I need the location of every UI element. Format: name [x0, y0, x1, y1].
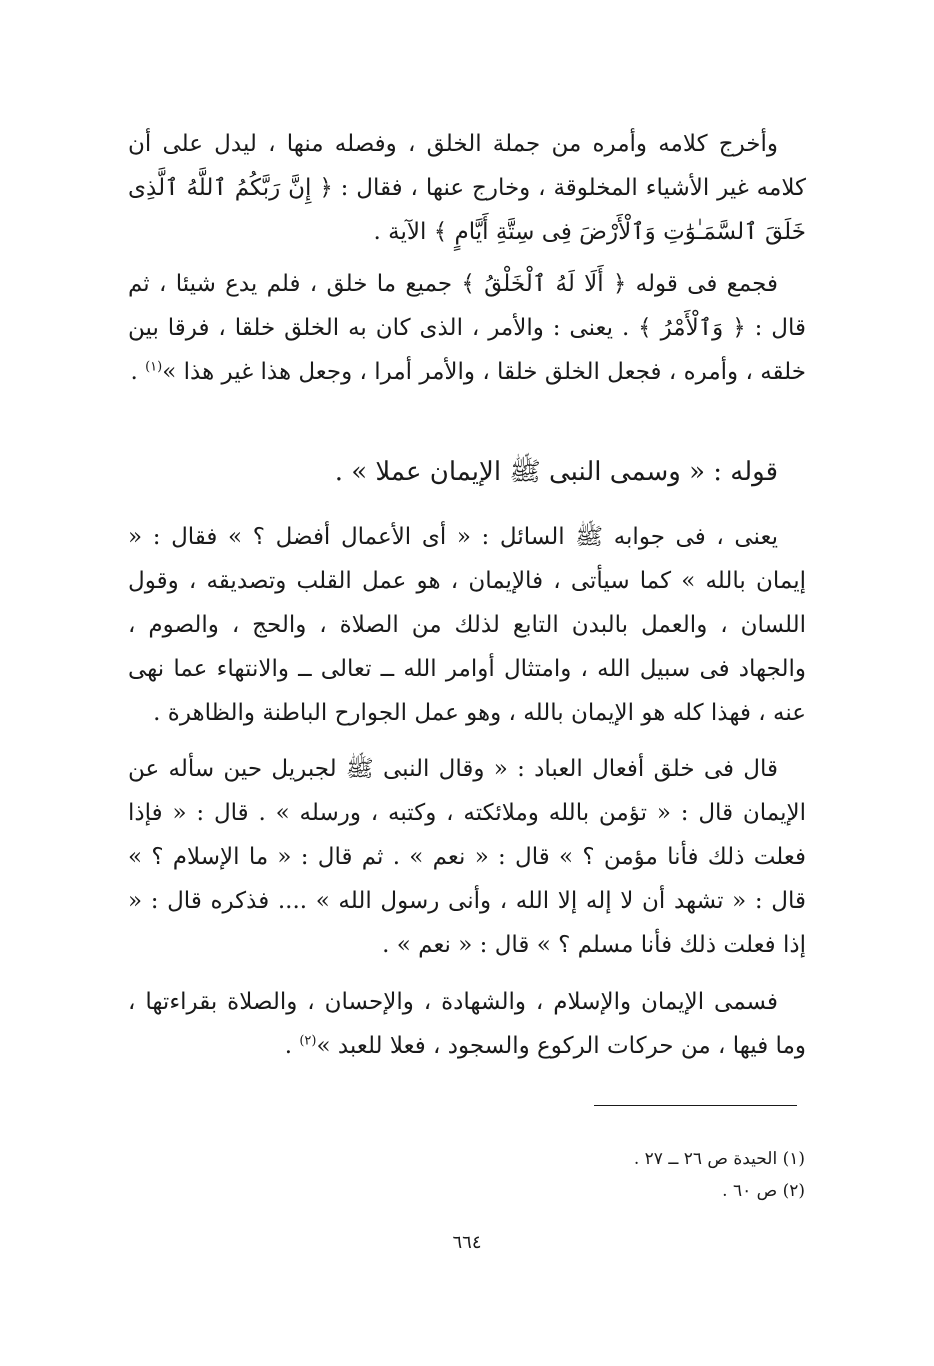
paragraph-6-wrapper	[128, 980, 806, 1068]
paragraph-2-text: فجمع فى قوله ﴿ أَلَا لَهُ ٱلْخَلْقُ ﴾ جميع ما خلق ، فلم يدع شيئا ، ثم قال : ﴿ وَٱلْأَمْرُ ﴾ . يعنى : والأمر ، الذى كان به الخلق خلقا ، فرقا بين خلقه ، وأمره ، فجعل الخلق خلقا ، والأمر أمرا ، وجعل هذا غير هذا »	[128, 271, 806, 385]
footnote-marker-2: (٢)	[299, 1033, 317, 1049]
paragraph-6-text: فسمى الإيمان والإسلام ، والشهادة ، والإحسان ، والصلاة بقراءتها ، وما فيها ، من حركات الركوع والسجود ، فعلا للعبد »	[128, 989, 806, 1059]
page-number: ٦٦٤	[452, 1232, 482, 1253]
paragraph-2-tail: .	[130, 359, 146, 385]
paragraph-6-tail: .	[284, 1033, 300, 1059]
paragraph-1-text: وأخرج كلامه وأمره من جملة الخلق ، وفصله منها ، ليدل على أن كلامه غير الأشياء المخلوقة ، وخارج عنها ، فقال : ﴿ إِنَّ رَبَّكُمُ ٱللَّهُ ٱلَّذِى خَلَقَ ٱلسَّمَـٰوَٰتِ وَٱلْأَرْضَ فِى سِتَّةِ أَيَّامٍ ﴾ الآية .	[128, 131, 806, 245]
footnote-marker-1: (١)	[145, 359, 163, 375]
footnote-divider	[594, 1105, 797, 1106]
footnote-2: (٢) ص ٦٠ .	[722, 1181, 805, 1201]
section-heading	[128, 450, 806, 494]
paragraph-1	[128, 122, 806, 254]
paragraph-5-text: قال فى خلق أفعال العباد : « وقال النبى ﷺ لجبريل حين سأله عن الإيمان قال : « تؤمن بالله وملائكته ، وكتبه ، ورسله » . قال : « فإذا فعلت ذلك فأنا مؤمن ؟ » قال : « نعم » . ثم قال : « ما الإسلام ؟ » قال : « تشهد أن لا إله إلا الله ، وأنى رسول الله » .... فذكره قال : « إذا فعلت ذلك فأنا مسلم ؟ » قال : « نعم » .	[128, 756, 806, 958]
paragraph-6	[128, 980, 806, 1068]
paragraph-5	[128, 747, 806, 967]
section-heading-text: قوله : « وسمى النبى ﷺ الإيمان عملا » .	[334, 457, 778, 487]
footnote-1: (١) الحيدة ص ٢٦ ــ ٢٧ .	[633, 1149, 805, 1169]
paragraph-4-text: يعنى ، فى جوابه ﷺ السائل : « أى الأعمال أفضل ؟ » فقال : « إيمان بالله » كما سيأتى ، فالإيمان ، هو عمل القلب وتصديقه ، وقول اللسان ، والعمل بالبدن التابع لذلك من الصلاة ، والحج ، والصوم ، والجهاد فى سبيل الله ، وامتثال أوامر الله ــ تعالى ــ والانتهاء عما نهى عنه ، فهذا كله هو الإيمان بالله ، وهو عمل الجوارح الباطنة والظاهرة .	[128, 524, 807, 726]
paragraph-2-wrapper	[128, 262, 806, 394]
paragraph-4	[128, 515, 806, 735]
footnotes	[520, 1143, 805, 1207]
paragraph-2	[128, 262, 806, 394]
